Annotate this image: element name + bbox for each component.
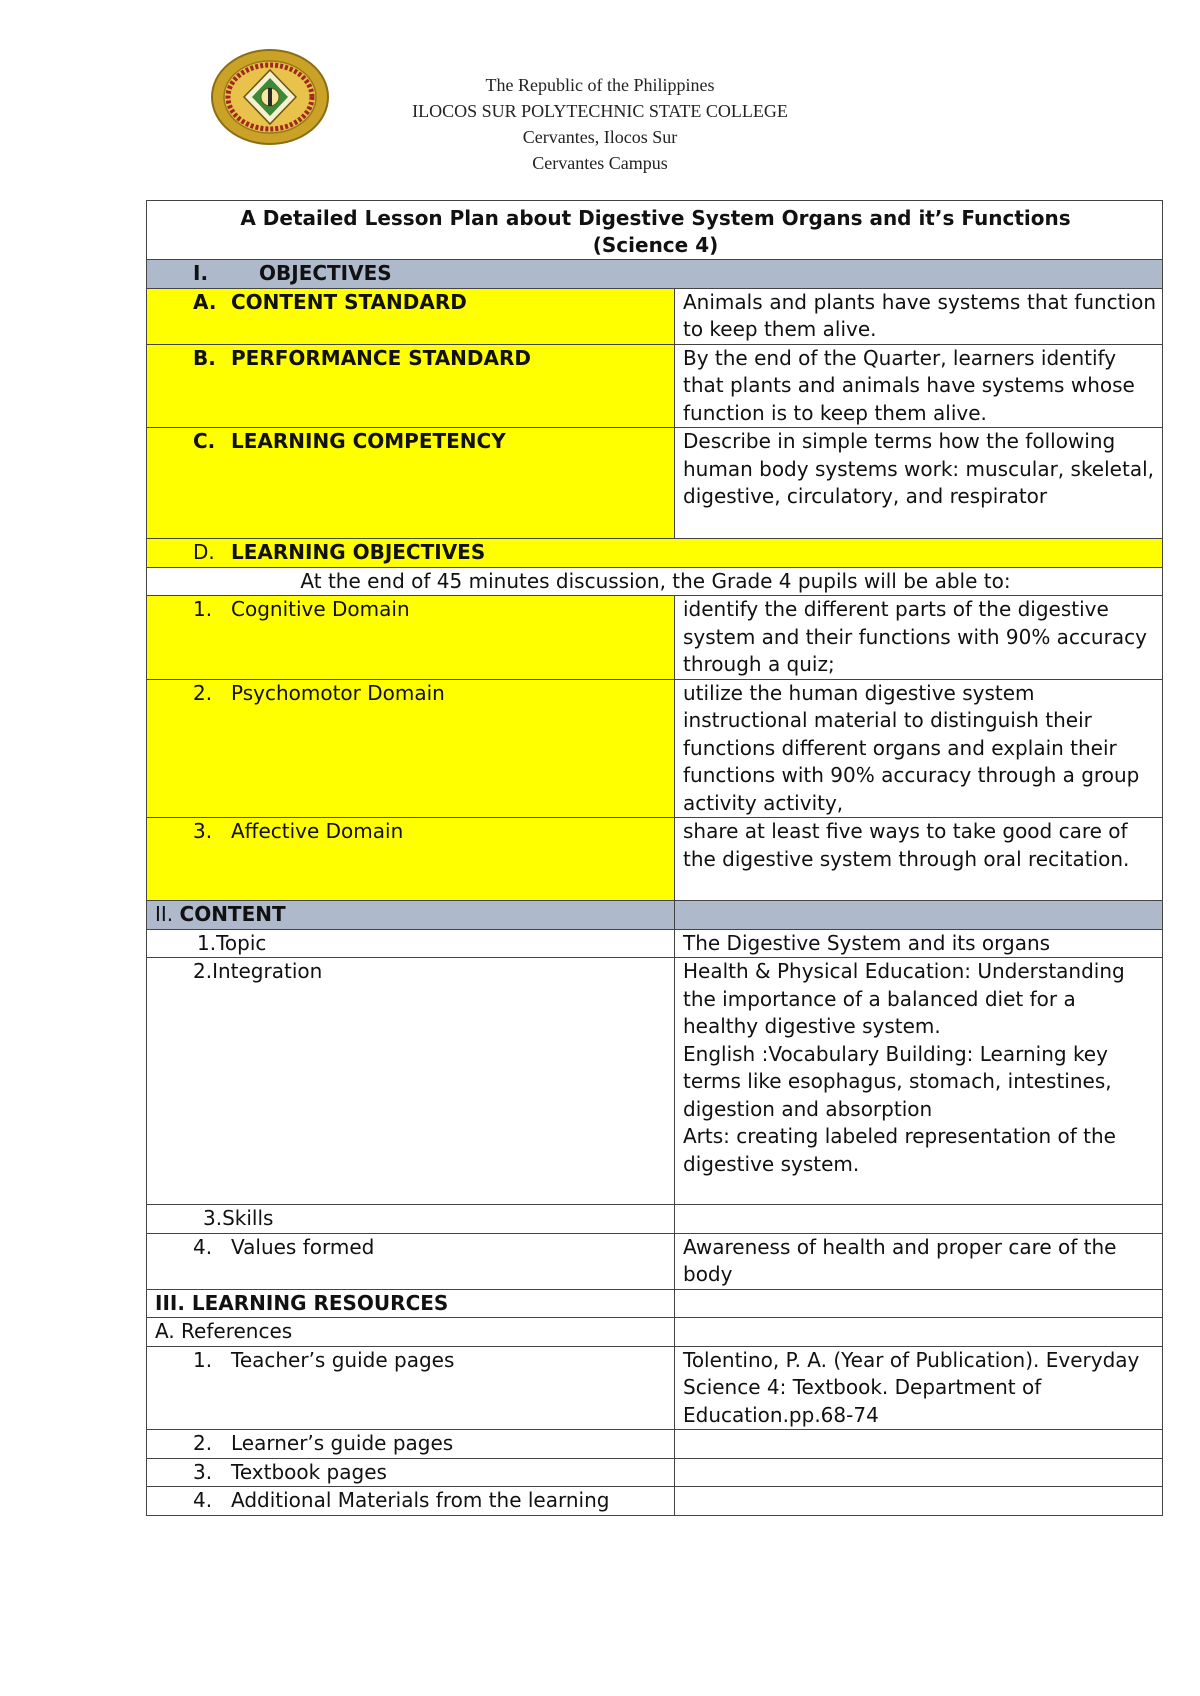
resources-label: III. LEARNING RESOURCES bbox=[147, 1289, 675, 1318]
performance-standard-row bbox=[147, 344, 1163, 428]
affective-domain-row bbox=[147, 818, 1163, 901]
resources-section-row bbox=[147, 1289, 1163, 1318]
psychomotor-domain-label-cell bbox=[147, 679, 675, 818]
learning-competency-label-cell bbox=[147, 428, 675, 539]
title-row bbox=[147, 201, 1163, 260]
cognitive-domain-text: identify the different parts of the digestive system and their functions with 90% accuracy through a quiz; bbox=[675, 596, 1163, 680]
psychomotor-domain-row bbox=[147, 679, 1163, 818]
teachers-guide-label-cell bbox=[147, 1346, 675, 1430]
objectives-label: OBJECTIVES bbox=[259, 261, 392, 285]
references-label: A. References bbox=[147, 1318, 675, 1347]
learners-guide-label-cell bbox=[147, 1430, 675, 1459]
teachers-guide-text: Tolentino, P. A. (Year of Publication). Everyday Science 4: Textbook. Department of Education.pp.68-74 bbox=[675, 1346, 1163, 1430]
values-num: 4. bbox=[193, 1234, 213, 1259]
learning-objectives-label: LEARNING OBJECTIVES bbox=[231, 540, 486, 564]
objectives-roman: I. bbox=[193, 261, 209, 285]
integration-arts: Arts: creating labeled representation of the digestive system. bbox=[683, 1124, 1116, 1176]
additional-materials-num: 4. bbox=[193, 1488, 213, 1512]
topic-text: The Digestive System and its organs bbox=[675, 929, 1163, 958]
performance-standard-letter: B. bbox=[193, 345, 216, 370]
learners-guide-text bbox=[675, 1430, 1163, 1459]
values-row bbox=[147, 1233, 1163, 1289]
teachers-guide-row bbox=[147, 1346, 1163, 1430]
title-line-1: A Detailed Lesson Plan about Digestive System Organs and it’s Functions bbox=[240, 206, 1071, 230]
additional-materials-row bbox=[147, 1487, 1163, 1516]
integration-row bbox=[147, 958, 1163, 1205]
content-standard-label-cell bbox=[147, 288, 675, 344]
resources-empty-cell bbox=[675, 1289, 1163, 1318]
learners-guide-label: Learner’s guide pages bbox=[231, 1431, 454, 1455]
textbook-pages-label: Textbook pages bbox=[231, 1459, 387, 1484]
affective-domain-label: Affective Domain bbox=[231, 819, 404, 843]
content-section-row bbox=[147, 901, 1163, 930]
skills-row bbox=[147, 1205, 1163, 1234]
learning-objectives-header bbox=[147, 539, 1163, 568]
values-label-cell bbox=[147, 1233, 675, 1289]
integration-cell bbox=[675, 958, 1163, 1205]
content-section-empty-cell bbox=[675, 901, 1163, 930]
document-header bbox=[0, 72, 1200, 176]
teachers-guide-num: 1. bbox=[193, 1347, 213, 1372]
lesson-plan-table bbox=[146, 200, 1163, 1516]
content-label: CONTENT bbox=[179, 902, 286, 926]
title-line-2: (Science 4) bbox=[592, 233, 719, 257]
performance-standard-label-cell bbox=[147, 344, 675, 428]
psychomotor-domain-num: 2. bbox=[193, 680, 213, 705]
learners-guide-row bbox=[147, 1430, 1163, 1459]
republic-line: The Republic of the Philippines bbox=[485, 75, 715, 95]
learning-objectives-intro: At the end of 45 minutes discussion, the Grade 4 pupils will be able to: bbox=[147, 567, 1163, 596]
cognitive-domain-num: 1. bbox=[193, 597, 213, 621]
content-section-header bbox=[147, 901, 675, 930]
campus-name: Cervantes Campus bbox=[532, 153, 668, 173]
additional-materials-text bbox=[675, 1487, 1163, 1516]
content-standard-letter: A. bbox=[193, 289, 217, 314]
learning-competency-text: Describe in simple terms how the following human body systems work: muscular, skeletal, digestive, circulatory, and respirator bbox=[675, 428, 1163, 539]
learners-guide-num: 2. bbox=[193, 1431, 213, 1455]
psychomotor-domain-label: Psychomotor Domain bbox=[231, 680, 445, 705]
textbook-pages-label-cell bbox=[147, 1458, 675, 1487]
college-name: ILOCOS SUR POLYTECHNIC STATE COLLEGE bbox=[412, 101, 788, 121]
learning-competency-letter: C. bbox=[193, 429, 216, 453]
integration-health: Health & Physical Education: Understanding the importance of a balanced diet for a healthy digestive system. bbox=[683, 959, 1125, 1038]
content-roman: II. bbox=[155, 902, 174, 926]
performance-standard-label: PERFORMANCE STANDARD bbox=[231, 345, 531, 370]
content-standard-label: CONTENT STANDARD bbox=[231, 289, 467, 314]
college-location: Cervantes, Ilocos Sur bbox=[522, 127, 678, 147]
references-row bbox=[147, 1318, 1163, 1347]
textbook-pages-row bbox=[147, 1458, 1163, 1487]
psychomotor-domain-text: utilize the human digestive system instructional material to distinguish their functions different organs and explain their functions with 90% accuracy through a group activity activity, bbox=[675, 679, 1163, 818]
skills-text bbox=[675, 1205, 1163, 1234]
affective-domain-num: 3. bbox=[193, 819, 213, 843]
cognitive-domain-label: Cognitive Domain bbox=[231, 597, 410, 621]
learning-objectives-intro-row bbox=[147, 567, 1163, 596]
topic-row bbox=[147, 929, 1163, 958]
content-standard-text: Animals and plants have systems that function to keep them alive. bbox=[675, 288, 1163, 344]
values-text: Awareness of health and proper care of the body bbox=[675, 1233, 1163, 1289]
integration-label: 2.Integration bbox=[147, 958, 675, 1205]
objectives-section-row bbox=[147, 260, 1163, 289]
skills-label: 3.Skills bbox=[147, 1205, 675, 1234]
textbook-pages-text bbox=[675, 1458, 1163, 1487]
content-standard-row bbox=[147, 288, 1163, 344]
affective-domain-text: share at least five ways to take good care of the digestive system through oral recitation. bbox=[675, 818, 1163, 901]
integration-english: English :Vocabulary Building: Learning key terms like esophagus, stomach, intestines, digestion and absorption bbox=[683, 1041, 1112, 1121]
learning-objectives-row bbox=[147, 539, 1163, 568]
textbook-pages-num: 3. bbox=[193, 1459, 213, 1484]
learning-competency-row bbox=[147, 428, 1163, 539]
additional-materials-label: Additional Materials from the learning bbox=[231, 1488, 610, 1512]
cognitive-domain-label-cell bbox=[147, 596, 675, 680]
performance-standard-text: By the end of the Quarter, learners identify that plants and animals have systems whose function is to keep them alive. bbox=[675, 344, 1163, 428]
values-label: Values formed bbox=[231, 1234, 375, 1259]
objectives-section-header bbox=[147, 260, 1163, 289]
additional-materials-label-cell bbox=[147, 1487, 675, 1516]
learning-objectives-letter: D. bbox=[193, 540, 215, 564]
learning-competency-label: LEARNING COMPETENCY bbox=[231, 429, 506, 453]
affective-domain-label-cell bbox=[147, 818, 675, 901]
teachers-guide-label: Teacher’s guide pages bbox=[231, 1347, 455, 1372]
topic-label: 1.Topic bbox=[147, 929, 675, 958]
lesson-plan-title bbox=[147, 201, 1163, 260]
cognitive-domain-row bbox=[147, 596, 1163, 680]
references-empty-cell bbox=[675, 1318, 1163, 1347]
